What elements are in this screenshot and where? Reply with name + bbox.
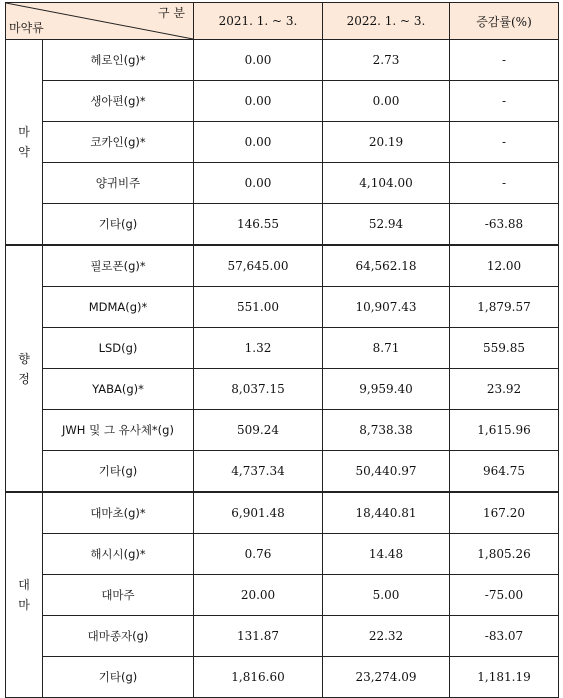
change-rate-cell: -: [450, 163, 559, 204]
change-rate-cell: 964.75: [450, 451, 559, 493]
value-2022-cell: 22.32: [323, 616, 450, 657]
item-name-cell: 기타(g): [43, 204, 194, 246]
table-row: [6, 81, 559, 122]
table-row: [6, 410, 559, 451]
value-2022-cell: 2.73: [323, 40, 450, 81]
value-2021-cell: 1,816.60: [194, 657, 323, 698]
value-2021-cell: 0.76: [194, 534, 323, 575]
value-2022-cell: 5.00: [323, 575, 450, 616]
item-name-cell: 해시시(g)*: [43, 534, 194, 575]
value-2022-cell: 18,440.81: [323, 492, 450, 534]
item-name-cell: 필로폰(g)*: [43, 245, 194, 287]
column-header-2021: 2021. 1. ~ 3.: [194, 3, 323, 40]
table-row: [6, 492, 559, 534]
category-char: 약: [18, 145, 30, 159]
change-rate-cell: 167.20: [450, 492, 559, 534]
item-name-cell: LSD(g): [43, 328, 194, 369]
value-2022-cell: 9,959.40: [323, 369, 450, 410]
item-name-cell: JWH 및 그 유사체*(g): [43, 410, 194, 451]
drug-seizure-table: [5, 2, 559, 698]
change-rate-cell: 1,615.96: [450, 410, 559, 451]
change-rate-cell: -: [450, 81, 559, 122]
item-name-cell: 기타(g): [43, 657, 194, 698]
table-row: [6, 369, 559, 410]
corner-label-category: 구 분: [158, 6, 185, 20]
column-header-change-rate: 증감률(%): [450, 3, 559, 40]
category-char: 마: [18, 598, 30, 612]
table-row: [6, 451, 559, 493]
item-name-cell: 대마주: [43, 575, 194, 616]
value-2022-cell: 0.00: [323, 81, 450, 122]
table-row: [6, 534, 559, 575]
value-2022-cell: 10,907.43: [323, 287, 450, 328]
item-name-cell: 코카인(g)*: [43, 122, 194, 163]
item-name-cell: 헤로인(g)*: [43, 40, 194, 81]
category-char: 대: [18, 578, 30, 592]
table-row: [6, 40, 559, 81]
item-name-cell: 기타(g): [43, 451, 194, 493]
table-row: [6, 657, 559, 698]
item-name-cell: YABA(g)*: [43, 369, 194, 410]
value-2022-cell: 8.71: [323, 328, 450, 369]
value-2021-cell: 4,737.34: [194, 451, 323, 493]
value-2021-cell: 551.00: [194, 287, 323, 328]
value-2022-cell: 20.19: [323, 122, 450, 163]
value-2022-cell: 14.48: [323, 534, 450, 575]
value-2022-cell: 23,274.09: [323, 657, 450, 698]
value-2021-cell: 131.87: [194, 616, 323, 657]
header-row: [6, 3, 559, 40]
table-body: [6, 40, 559, 698]
change-rate-cell: -: [450, 40, 559, 81]
item-name-cell: 양귀비주: [43, 163, 194, 204]
value-2022-cell: 52.94: [323, 204, 450, 246]
change-rate-cell: -83.07: [450, 616, 559, 657]
change-rate-cell: 1,181.19: [450, 657, 559, 698]
category-char: 정: [18, 371, 30, 386]
table-row: [6, 122, 559, 163]
change-rate-cell: -63.88: [450, 204, 559, 246]
category-cell-psychotropics: [6, 245, 43, 492]
value-2021-cell: 6,901.48: [194, 492, 323, 534]
category-char: 마: [18, 125, 30, 139]
change-rate-cell: 1,805.26: [450, 534, 559, 575]
item-name-cell: 대마종자(g): [43, 616, 194, 657]
value-2022-cell: 8,738.38: [323, 410, 450, 451]
value-2021-cell: 146.55: [194, 204, 323, 246]
value-2021-cell: 1.32: [194, 328, 323, 369]
change-rate-cell: 1,879.57: [450, 287, 559, 328]
table-row: [6, 616, 559, 657]
table-row: [6, 204, 559, 246]
corner-header-cell: [6, 3, 194, 40]
item-name-cell: 대마초(g)*: [43, 492, 194, 534]
item-name-cell: 생아편(g)*: [43, 81, 194, 122]
value-2021-cell: 0.00: [194, 122, 323, 163]
change-rate-cell: -75.00: [450, 575, 559, 616]
value-2021-cell: 0.00: [194, 40, 323, 81]
corner-label-drug-type: 마약류: [9, 21, 44, 35]
column-header-2022: 2022. 1. ~ 3.: [323, 3, 450, 40]
value-2021-cell: 0.00: [194, 163, 323, 204]
change-rate-cell: 23.92: [450, 369, 559, 410]
value-2022-cell: 50,440.97: [323, 451, 450, 493]
table-row: [6, 575, 559, 616]
value-2021-cell: 57,645.00: [194, 245, 323, 287]
item-name-cell: MDMA(g)*: [43, 287, 194, 328]
change-rate-cell: 559.85: [450, 328, 559, 369]
category-cell-narcotics: [6, 40, 43, 246]
table-row: [6, 328, 559, 369]
table-row: [6, 245, 559, 287]
value-2021-cell: 509.24: [194, 410, 323, 451]
value-2021-cell: 8,037.15: [194, 369, 323, 410]
change-rate-cell: 12.00: [450, 245, 559, 287]
change-rate-cell: -: [450, 122, 559, 163]
table-row: [6, 287, 559, 328]
value-2021-cell: 20.00: [194, 575, 323, 616]
value-2022-cell: 4,104.00: [323, 163, 450, 204]
table-row: [6, 163, 559, 204]
value-2021-cell: 0.00: [194, 81, 323, 122]
category-cell-cannabis: [6, 492, 43, 698]
value-2022-cell: 64,562.18: [323, 245, 450, 287]
category-char: 향: [18, 351, 30, 366]
